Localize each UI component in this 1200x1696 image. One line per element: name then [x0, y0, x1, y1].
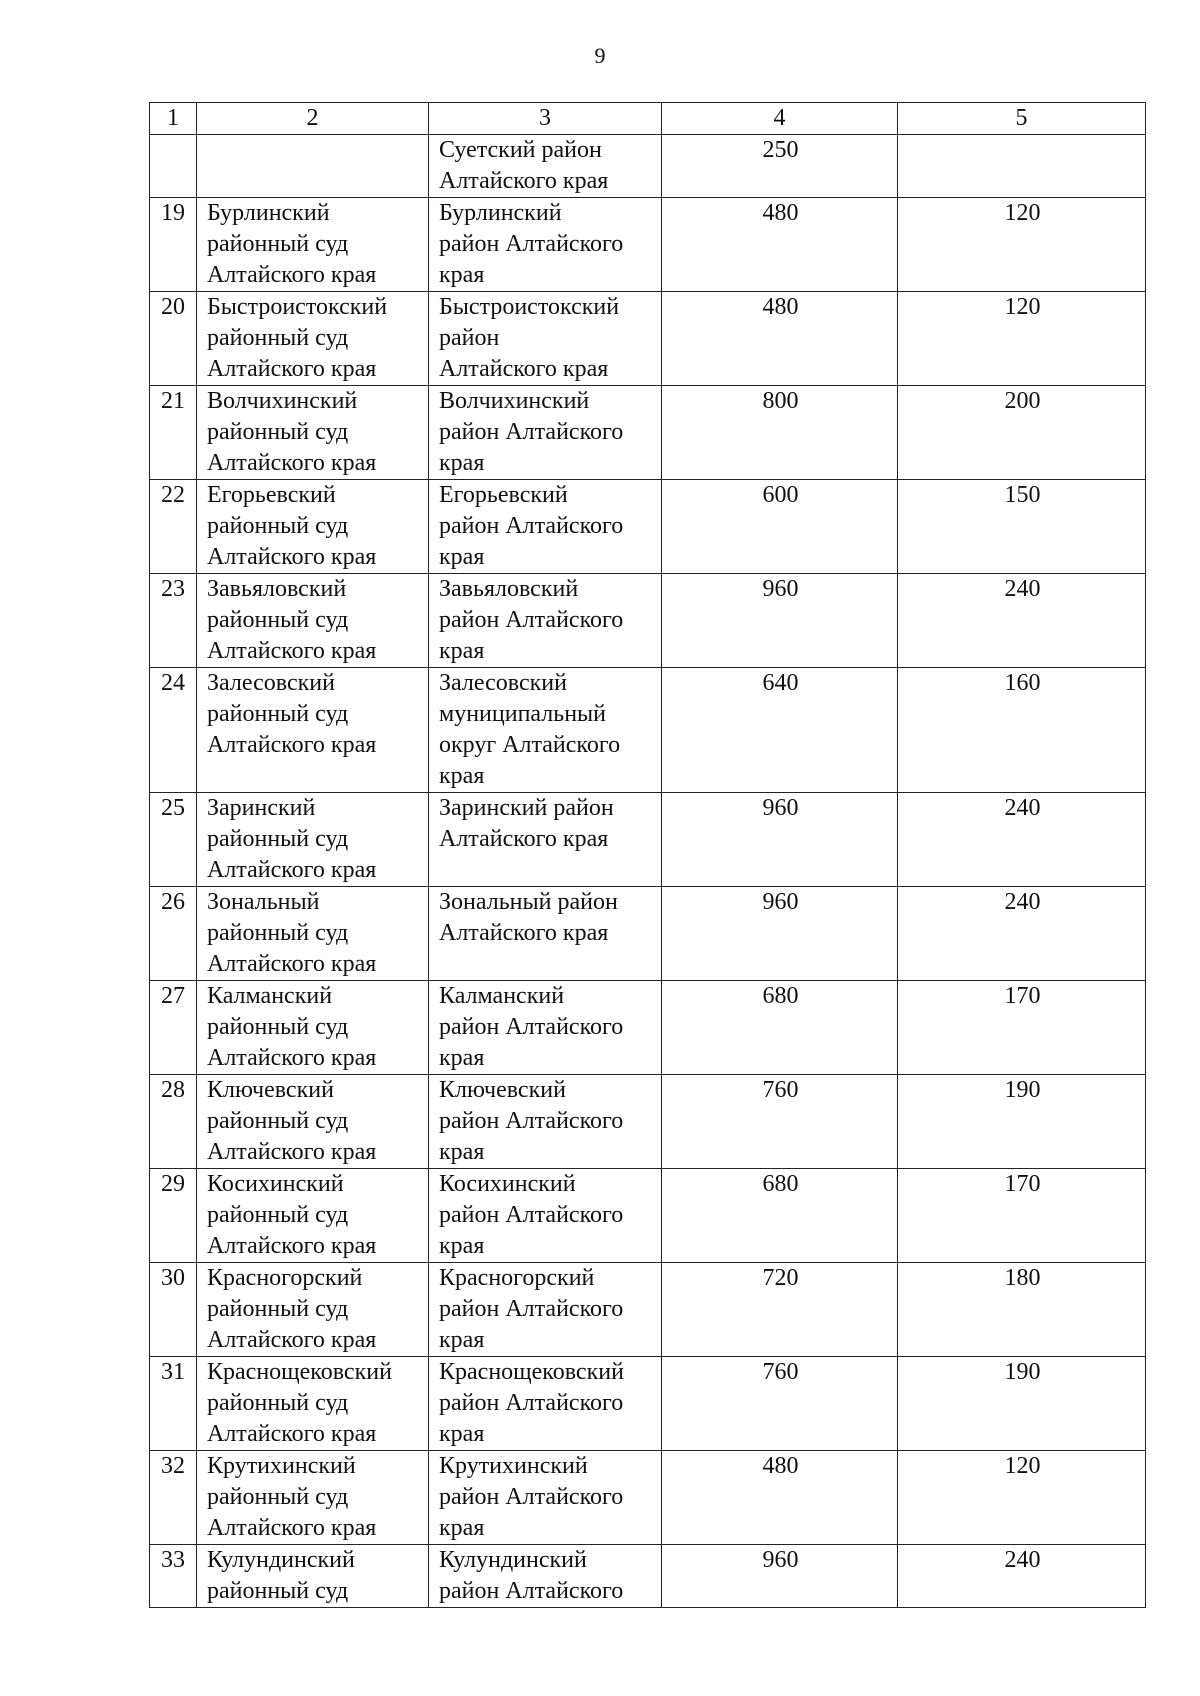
row-number-cell: 32 [150, 1451, 197, 1545]
column-4-value-cell: 760 [662, 1357, 898, 1451]
court-name-cell: Заринский районный суд Алтайского края [197, 793, 429, 887]
table-row [150, 668, 1146, 793]
court-name-cell: Краснощековский районный суд Алтайского края [197, 1357, 429, 1451]
column-4-value-cell: 480 [662, 292, 898, 386]
column-5-value-cell: 120 [898, 292, 1146, 386]
column-4-value-cell: 960 [662, 1545, 898, 1608]
column-5-value-cell: 120 [898, 1451, 1146, 1545]
table-row [150, 198, 1146, 292]
territory-cell: Бурлинский район Алтайского края [429, 198, 662, 292]
table-row [150, 480, 1146, 574]
row-number-cell: 22 [150, 480, 197, 574]
row-number-cell: 26 [150, 887, 197, 981]
table-row [150, 574, 1146, 668]
territory-cell: Зональный район Алтайского края [429, 887, 662, 981]
column-4-value-cell: 480 [662, 198, 898, 292]
column-4-value-cell: 960 [662, 793, 898, 887]
column-4-value-cell: 640 [662, 668, 898, 793]
column-5-value-cell: 170 [898, 981, 1146, 1075]
table-row [150, 386, 1146, 480]
table-row [150, 1357, 1146, 1451]
column-5-value-cell: 160 [898, 668, 1146, 793]
table-row [150, 981, 1146, 1075]
table-header-row [150, 103, 1146, 135]
column-5-value-cell: 200 [898, 386, 1146, 480]
court-name-cell [197, 135, 429, 198]
court-name-cell: Крутихинский районный суд Алтайского края [197, 1451, 429, 1545]
table-row [150, 1263, 1146, 1357]
column-4-value-cell: 960 [662, 887, 898, 981]
row-number-cell [150, 135, 197, 198]
table-row [150, 793, 1146, 887]
column-header: 3 [429, 103, 662, 135]
column-5-value-cell: 190 [898, 1075, 1146, 1169]
column-5-value-cell: 120 [898, 198, 1146, 292]
territory-cell: Завьяловский район Алтайского края [429, 574, 662, 668]
court-name-cell: Зональный районный суд Алтайского края [197, 887, 429, 981]
court-name-cell: Залесовский районный суд Алтайского края [197, 668, 429, 793]
table-row [150, 292, 1146, 386]
column-4-value-cell: 800 [662, 386, 898, 480]
row-number-cell: 21 [150, 386, 197, 480]
row-number-cell: 33 [150, 1545, 197, 1608]
row-number-cell: 20 [150, 292, 197, 386]
table-row [150, 1075, 1146, 1169]
table-row [150, 135, 1146, 198]
court-name-cell: Егорьевский районный суд Алтайского края [197, 480, 429, 574]
row-number-cell: 19 [150, 198, 197, 292]
territory-cell: Волчихинский район Алтайского края [429, 386, 662, 480]
court-name-cell: Бурлинский районный суд Алтайского края [197, 198, 429, 292]
territory-cell: Егорьевский район Алтайского края [429, 480, 662, 574]
territory-cell: Суетский район Алтайского края [429, 135, 662, 198]
column-5-value-cell: 180 [898, 1263, 1146, 1357]
column-5-value-cell: 170 [898, 1169, 1146, 1263]
column-4-value-cell: 480 [662, 1451, 898, 1545]
document-table [149, 102, 1146, 1608]
court-name-cell: Волчихинский районный суд Алтайского края [197, 386, 429, 480]
court-name-cell: Калманский районный суд Алтайского края [197, 981, 429, 1075]
court-name-cell: Ключевский районный суд Алтайского края [197, 1075, 429, 1169]
row-number-cell: 27 [150, 981, 197, 1075]
column-4-value-cell: 600 [662, 480, 898, 574]
column-5-value-cell: 240 [898, 887, 1146, 981]
table-row [150, 887, 1146, 981]
territory-cell: Крутихинский район Алтайского края [429, 1451, 662, 1545]
column-header: 5 [898, 103, 1146, 135]
column-5-value-cell: 240 [898, 1545, 1146, 1608]
table-body [150, 103, 1146, 1608]
column-4-value-cell: 680 [662, 981, 898, 1075]
territory-cell: Калманский район Алтайского края [429, 981, 662, 1075]
row-number-cell: 24 [150, 668, 197, 793]
column-header: 2 [197, 103, 429, 135]
row-number-cell: 23 [150, 574, 197, 668]
column-4-value-cell: 250 [662, 135, 898, 198]
territory-cell: Быстроистокский район Алтайского края [429, 292, 662, 386]
territory-cell: Кулундинский район Алтайского [429, 1545, 662, 1608]
table-row [150, 1451, 1146, 1545]
table-row [150, 1169, 1146, 1263]
row-number-cell: 28 [150, 1075, 197, 1169]
court-name-cell: Красногорский районный суд Алтайского края [197, 1263, 429, 1357]
territory-cell: Ключевский район Алтайского края [429, 1075, 662, 1169]
row-number-cell: 25 [150, 793, 197, 887]
column-4-value-cell: 760 [662, 1075, 898, 1169]
territory-cell: Косихинский район Алтайского края [429, 1169, 662, 1263]
column-5-value-cell: 240 [898, 574, 1146, 668]
territory-cell: Красногорский район Алтайского края [429, 1263, 662, 1357]
territory-cell: Залесовский муниципальный округ Алтайского края [429, 668, 662, 793]
row-number-cell: 30 [150, 1263, 197, 1357]
column-header: 4 [662, 103, 898, 135]
territory-cell: Краснощековский район Алтайского края [429, 1357, 662, 1451]
column-5-value-cell: 190 [898, 1357, 1146, 1451]
column-5-value-cell [898, 135, 1146, 198]
court-name-cell: Косихинский районный суд Алтайского края [197, 1169, 429, 1263]
column-header: 1 [150, 103, 197, 135]
row-number-cell: 31 [150, 1357, 197, 1451]
table-row [150, 1545, 1146, 1608]
court-name-cell: Кулундинский районный суд [197, 1545, 429, 1608]
territory-cell: Заринский район Алтайского края [429, 793, 662, 887]
page-number: 9 [594, 43, 606, 68]
column-5-value-cell: 150 [898, 480, 1146, 574]
column-4-value-cell: 960 [662, 574, 898, 668]
row-number-cell: 29 [150, 1169, 197, 1263]
court-name-cell: Завьяловский районный суд Алтайского края [197, 574, 429, 668]
column-4-value-cell: 680 [662, 1169, 898, 1263]
court-name-cell: Быстроистокский районный суд Алтайского края [197, 292, 429, 386]
column-4-value-cell: 720 [662, 1263, 898, 1357]
column-5-value-cell: 240 [898, 793, 1146, 887]
